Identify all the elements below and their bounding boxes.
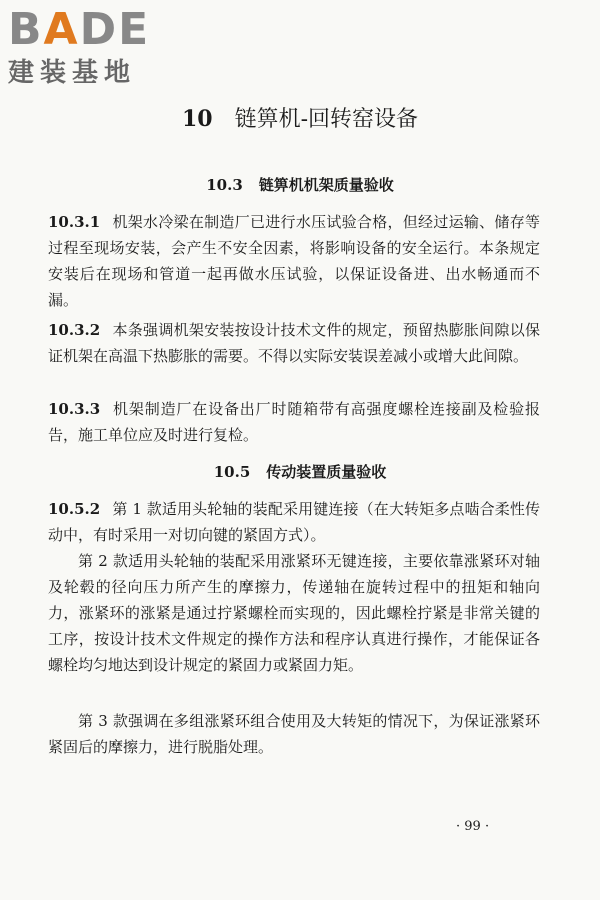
paragraph-10-3-2 <box>48 317 540 369</box>
clause-number: 10.5.2 <box>48 500 101 518</box>
paragraph-10-3-3 <box>48 396 540 448</box>
chapter-title <box>0 104 600 135</box>
section-number: 10.5 <box>213 463 251 481</box>
paragraph-10-5-2 <box>48 496 540 548</box>
bade-logo <box>8 6 188 90</box>
logo-wordmark <box>8 6 188 54</box>
clause-text: 本条强调机架安装按设计技术文件的规定，预留热膨胀间隙以保证机架在高温下热膨胀的需要。不得以实际安装误差减小或增大此间隙。 <box>48 321 540 365</box>
clause-text: 第 2 款适用头轮轴的装配采用涨紧环无键连接，主要依靠涨紧环对轴及轮毂的径向压力所产生的摩擦力，传递轴在旋转过程中的扭矩和轴向力，涨紧环的涨紧是通过拧紧螺栓而实现的，因此螺栓拧紧是非常关键的工序，按设计技术文件规定的操作方法和程序认真进行操作，才能保证各螺栓均匀地达到设计规定的紧固力或紧固力矩。 <box>48 552 540 674</box>
section-title-text: 链箅机机架质量验收 <box>258 176 394 194</box>
clause-number: 10.3.1 <box>48 213 101 231</box>
section-heading-10-5 <box>0 461 600 483</box>
logo-chinese-text: 建装基地 <box>8 58 137 88</box>
paragraph-item-3 <box>48 708 540 760</box>
paragraph-item-2 <box>48 548 540 678</box>
section-heading-10-3 <box>0 174 600 196</box>
clause-number: 10.3.3 <box>48 400 101 418</box>
section-number: 10.3 <box>206 176 243 194</box>
section-title-text: 传动装置质量验收 <box>266 463 387 481</box>
clause-text: 第 3 款强调在多组涨紧环组合使用及大转矩的情况下，为保证涨紧环紧固后的摩擦力，进行脱脂处理。 <box>48 712 540 756</box>
logo-letter-b: B <box>8 4 44 55</box>
clause-text: 机架水冷梁在制造厂已进行水压试验合格，但经过运输、储存等过程至现场安装，会产生不安全因素，将影响设备的安全运行。本条规定安装后在现场和管道一起再做水压试验，以保证设备进、出水畅通而不漏。 <box>48 213 540 309</box>
logo-letter-d: D <box>79 4 119 55</box>
paragraph-10-3-1 <box>48 209 540 313</box>
chapter-number: 10 <box>181 106 213 132</box>
chapter-title-text: 链箅机-回转窑设备 <box>234 107 419 132</box>
page-number: · 99 · <box>456 819 490 834</box>
clause-text: 第 1 款适用头轮轴的装配采用键连接（在大转矩多点啮合柔性传动中，有时采用一对切向键的紧固方式）。 <box>48 500 540 544</box>
clause-number: 10.3.2 <box>48 321 101 339</box>
logo-letter-a: A <box>43 4 80 55</box>
clause-text: 机架制造厂在设备出厂时随箱带有高强度螺栓连接副及检验报告，施工单位应及时进行复检。 <box>48 400 540 444</box>
logo-letter-e: E <box>118 4 151 55</box>
